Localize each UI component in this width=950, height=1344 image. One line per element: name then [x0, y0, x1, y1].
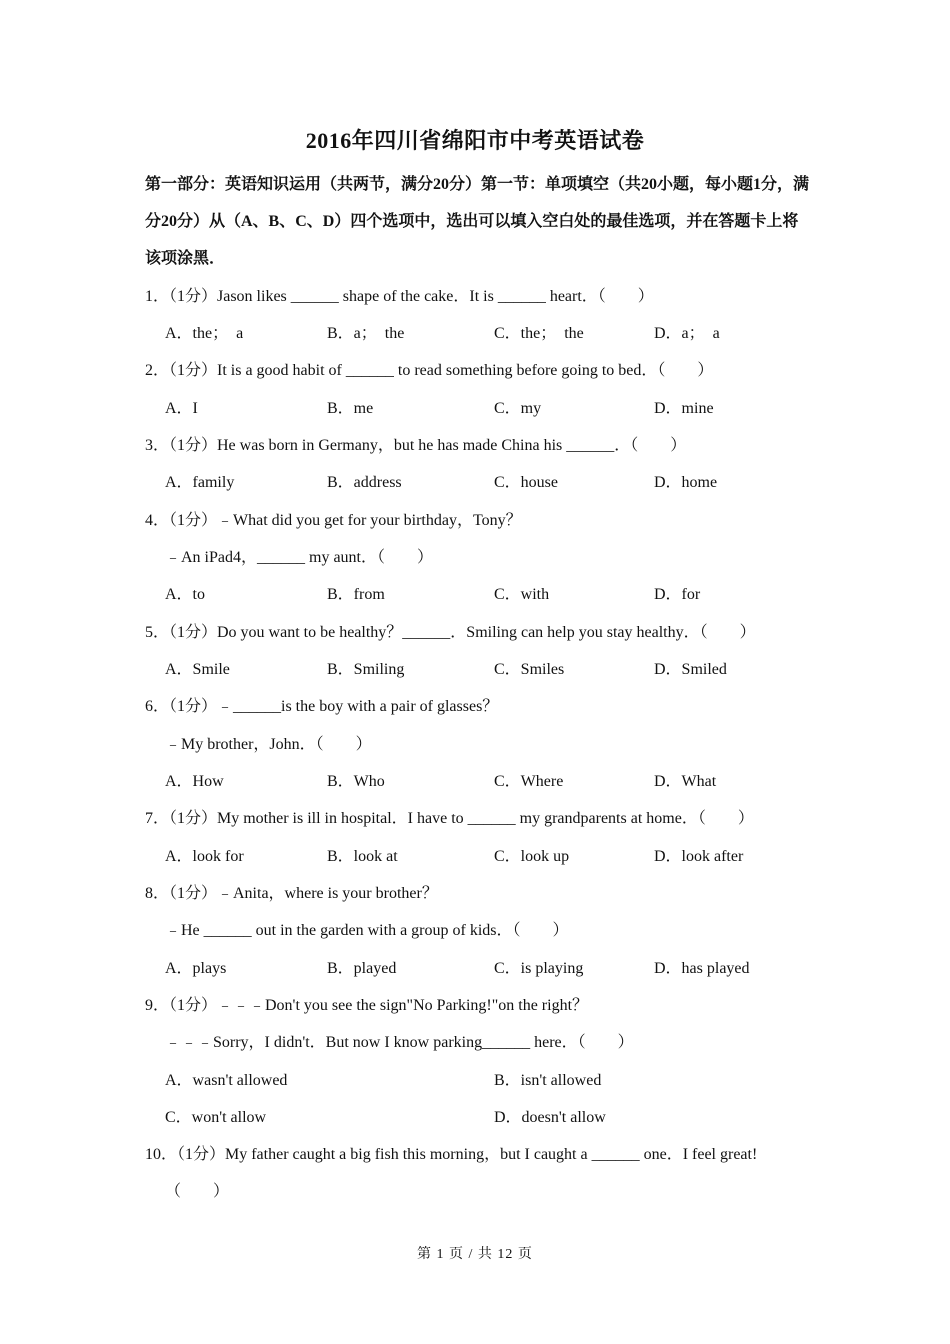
question-3-stem: 3．（1分）He was born in Germany，but he has made China his ______．（ ） [145, 437, 687, 454]
question-6-option-d: D．What [654, 773, 717, 790]
question-7-option-d: D．look after [654, 848, 744, 865]
question-1-option-d: D．a； a [654, 325, 720, 342]
question-9-stem: 9．（1分）﹣﹣﹣Don't you see the sign"No Parking!"on the right？ [145, 997, 589, 1014]
question-2-stem: 2．（1分）It is a good habit of ______ to read something before going to bed．（ ） [145, 362, 714, 379]
question-5-option-c: C．Smiles [494, 661, 565, 678]
question-8-option-a: A．plays [165, 960, 227, 977]
question-4-option-a: A．to [165, 586, 206, 603]
question-2-option-c: C．my [494, 400, 542, 417]
page-title: 2016年四川省绵阳市中考英语试卷 [305, 128, 645, 153]
question-4-stem: 4．（1分）﹣What did you get for your birthday，Tony？ [145, 512, 522, 529]
question-1-option-b: B．a； the [327, 325, 405, 342]
question-6-dialogue: ﹣My brother，John．（ ） [165, 736, 372, 753]
question-8-stem: 8．（1分）﹣Anita，where is your brother？ [145, 885, 438, 902]
question-1-option-c: C．the； the [494, 325, 584, 342]
question-6-option-b: B．Who [327, 773, 385, 790]
question-9-dialogue: ﹣﹣﹣Sorry，I didn't．But now I know parking______ here．（ ） [165, 1034, 634, 1051]
question-5-option-d: D．Smiled [654, 661, 727, 678]
question-3-option-b: B．address [327, 474, 402, 491]
question-4-option-d: D．for [654, 586, 701, 603]
question-5-option-b: B．Smiling [327, 661, 405, 678]
page-number-footer: 第 1 页 / 共 12 页 [417, 1247, 533, 1262]
question-4-dialogue: ﹣An iPad4，______ my aunt．（ ） [165, 549, 433, 566]
question-2-option-a: A．I [165, 400, 198, 417]
question-8-option-d: D．has played [654, 960, 750, 977]
question-9-option-a: A．wasn't allowed [165, 1072, 288, 1089]
question-7-option-b: B．look at [327, 848, 398, 865]
question-8-dialogue: ﹣He ______ out in the garden with a group of kids．（ ） [165, 922, 569, 939]
question-3-option-d: D．home [654, 474, 718, 491]
question-2-option-d: D．mine [654, 400, 714, 417]
question-7-stem: 7．（1分）My mother is ill in hospital．I have to ______ my grandparents at home．（ ） [145, 810, 754, 827]
question-9-option-d: D．doesn't allow [494, 1109, 606, 1126]
question-3-option-c: C．house [494, 474, 559, 491]
section-instructions: 第一部分：英语知识运用（共两节，满分20分）第一节：单项填空（共20小题，每小题1分，满分20分）从（A、B、C、D）四个选项中，选出可以填入空白处的最佳选项，并在答题卡上将该项涂黑． [145, 176, 810, 267]
question-5-stem: 5．（1分）Do you want to be healthy？______．Smiling can help you stay healthy．（ ） [145, 624, 756, 641]
question-6-stem: 6．（1分）﹣______is the boy with a pair of glasses？ [145, 698, 499, 715]
question-6-option-c: C．Where [494, 773, 564, 790]
question-8-option-c: C．is playing [494, 960, 584, 977]
question-9-option-b: B．isn't allowed [494, 1072, 602, 1089]
question-1-option-a: A．the； a [165, 325, 244, 342]
question-7-option-a: A．look for [165, 848, 244, 865]
question-4-option-c: C．with [494, 586, 550, 603]
question-2-option-b: B．me [327, 400, 374, 417]
question-3-option-a: A．family [165, 474, 235, 491]
question-5-option-a: A．Smile [165, 661, 230, 678]
question-7-option-c: C．look up [494, 848, 570, 865]
question-8-option-b: B．played [327, 960, 397, 977]
question-10-answer-bracket: （ ） [165, 1183, 230, 1200]
question-10-stem: 10．（1分）My father caught a big fish this morning，but I caught a ______ one．I feel great! [145, 1146, 758, 1163]
question-4-option-b: B．from [327, 586, 385, 603]
question-6-option-a: A．How [165, 773, 224, 790]
question-9-option-c: C．won't allow [165, 1109, 267, 1126]
question-1-stem: 1．（1分）Jason likes ______ shape of the cake．It is ______ heart．（ ） [145, 288, 654, 305]
